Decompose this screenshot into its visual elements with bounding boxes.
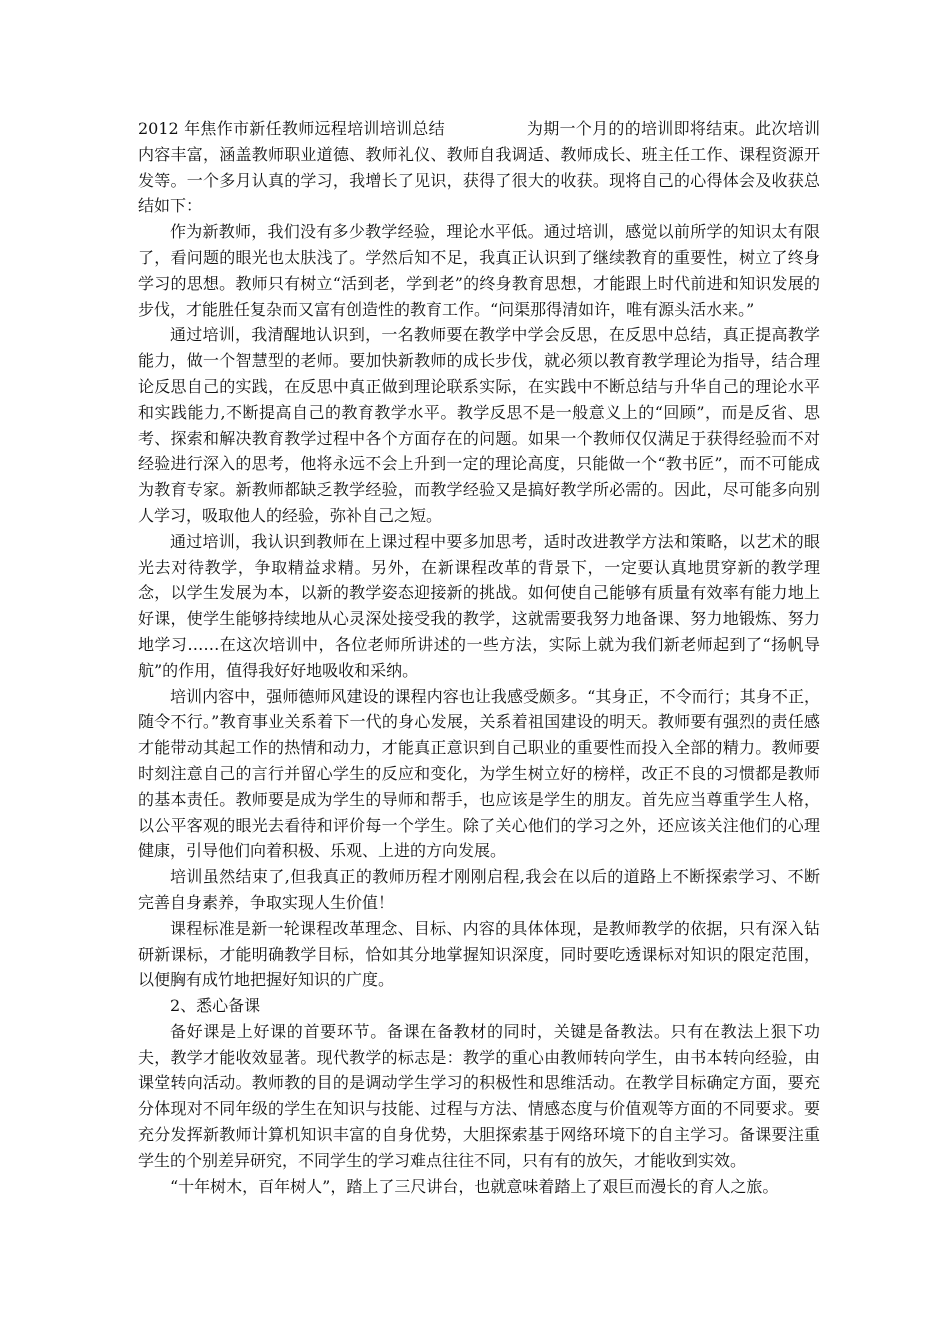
body-paragraph-3: 通过培训，我认识到教师在上课过程中要多加思考，适时改进教学方法和策略，以艺术的眼光去对待教学，争取精益求精。另外，在新课程改革的背景下，一定要认真地贯穿新的教学理念，以学生发展为本，以新的教学姿态迎接新的挑战。如何使自己能够有质量有效率有能力地上好课，使学生能够持续地从心灵深处接受我的教学，这就需要我努力地备课、努力地锻炼、努力地学习……在这次培训中，各位老师所讲述的一些方法，实际上就为我们新老师起到了“扬帆导航”的作用，值得我好好地吸收和采纳。 xyxy=(138,531,820,680)
body-paragraph-6: 课程标准是新一轮课程改革理念、目标、内容的具体体现，是教师教学的依据，只有深入钻研新课标，才能明确教学目标，恰如其分地掌握知识深度，同时要吃透课标对知识的限定范围，以便胸有成竹地把握好知识的广度。 xyxy=(138,918,820,990)
document-title: 2012 年焦作市新任教师远程培训培训总结 xyxy=(138,119,445,138)
body-paragraph-4: 培训内容中，强师德师风建设的课程内容也让我感受颇多。“其身正，不令而行；其身不正，随令不行。”教育事业关系着下一代的身心发展，关系着祖国建设的明天。教师要有强烈的责任感才能带动其起工作的热情和动力，才能真正意识到自己职业的重要性而投入全部的精力。教师要时刻注意自己的言行并留心学生的反应和变化，为学生树立好的榜样，改正不良的习惯都是教师的基本责任。教师要是成为学生的导师和帮手，也应该是学生的朋友。首先应当尊重学生人格，以公平客观的眼光去看待和评价每一个学生。除了关心他们的学习之外，还应该关注他们的心理健康，引导他们向着积极、乐观、上进的方向发展。 xyxy=(138,686,820,861)
intro-text: 为期一个月的的培训即将结束。此次培训内容丰富，涵盖教师职业道德、教师礼仪、教师自我调适、教师成长、班主任工作、课程资源开发等。一个多月认真的学习，我增长了见识，获得了很大的收获。现将自己的心得体会及收获总结如下： xyxy=(138,119,820,216)
body-paragraph-8: “十年树木，百年树人”，踏上了三尺讲台，也就意味着踏上了艰巨而漫长的育人之旅。 xyxy=(170,1176,779,1196)
document-page xyxy=(138,116,820,1199)
body-paragraph-2: 通过培训，我清醒地认识到，一名教师要在教学中学会反思，在反思中总结，真正提高教学能力，做一个智慧型的老师。要加快新教师的成长步伐，就必须以教育教学理论为指导，结合理论反思自己的实践，在反思中真正做到理论联系实际，在实践中不断总结与升华自己的理论水平和实践能力,不断提高自己的教育教学水平。教学反思不是一般意义上的“回顾”，而是反省、思考、探索和解决教育教学过程中各个方面存在的问题。如果一个教师仅仅满足于获得经验而不对经验进行深入的思考，他将永远不会上升到一定的理论高度，只能做一个“教书匠”，而不可能成为教育专家。新教师都缺乏教学经验，而教学经验又是搞好教学所必需的。因此，尽可能多向别人学习，吸取他人的经验，弥补自己之短。 xyxy=(138,325,820,525)
title-paragraph xyxy=(138,116,820,219)
section-subheading: 2、悉心备课 xyxy=(170,996,261,1016)
body-paragraph-7: 备好课是上好课的首要环节。备课在备教材的同时，关键是备教法。只有在教法上狠下功夫，教学才能收效显著。现代教学的标志是：教学的重心由教师转向学生，由书本转向经验，由课堂转向活动。教师教的目的是调动学生学习的积极性和思维活动。在教学目标确定方面，要充分体现对不同年级的学生在知识与技能、过程与方法、情感态度与价值观等方面的不同要求。要充分发挥新教师计算机知识丰富的自身优势，大胆探索基于网络环境下的自主学习。备课要注重学生的个别差异研究，不同学生的学习难点往往不同，只有有的放矢，才能收到实效。 xyxy=(138,1021,820,1170)
body-paragraph-5: 培训虽然结束了,但我真正的教师历程才刚刚启程,我会在以后的道路上不断探索学习、不断完善自身素养，争取实现人生价值！ xyxy=(138,867,820,912)
body-paragraph-1: 作为新教师，我们没有多少教学经验，理论水平低。通过培训，感觉以前所学的知识太有限了，看问题的眼光也太肤浅了。学然后知不足，我真正认识到了继续教育的重要性，树立了终身学习的思想。教师只有树立“活到老，学到老”的终身教育思想，才能跟上时代前进和知识发展的步伐，才能胜任复杂而又富有创造性的教育工作。“问渠那得清如许，唯有源头活水来。” xyxy=(138,222,820,319)
